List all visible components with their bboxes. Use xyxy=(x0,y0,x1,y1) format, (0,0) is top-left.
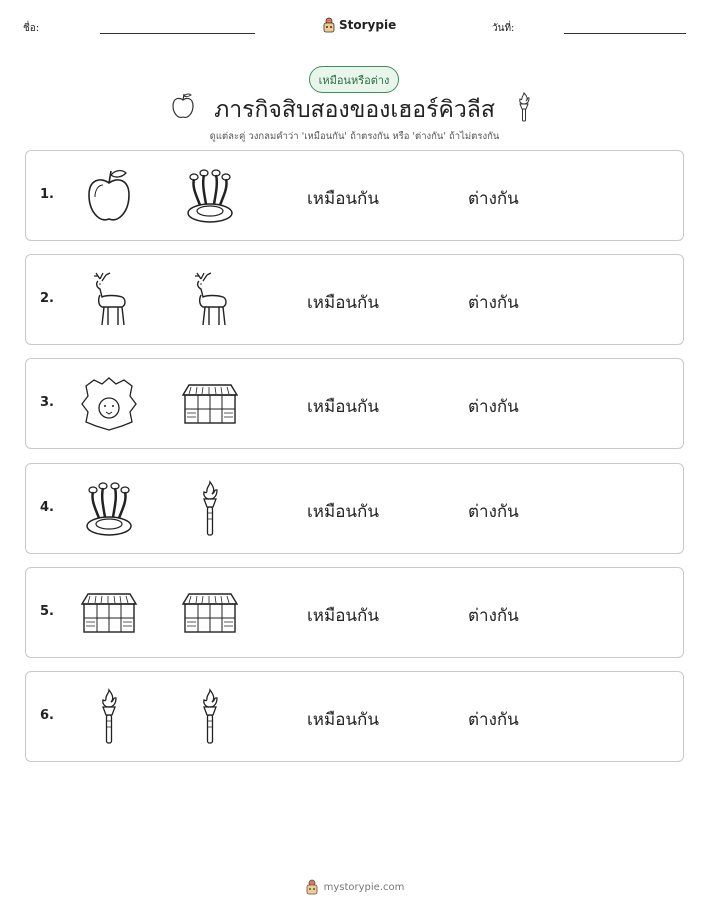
question-row-6 xyxy=(25,671,684,762)
same-option[interactable]: เหมือนกัน xyxy=(307,502,379,522)
stable-icon xyxy=(78,582,140,644)
worksheet-type-badge: เหมือนหรือต่าง xyxy=(309,66,399,93)
question-number: 6. xyxy=(40,708,54,723)
footer xyxy=(0,879,709,895)
question-row-1 xyxy=(25,150,684,241)
torch-icon xyxy=(515,91,533,123)
question-row-2 xyxy=(25,254,684,345)
different-option[interactable]: ต่างกัน xyxy=(468,502,519,522)
question-row-4 xyxy=(25,463,684,554)
storypie-logo xyxy=(322,14,396,36)
apple-icon xyxy=(78,165,140,227)
page-title: ภารกิจสิบสองของเฮอร์คิวลีส xyxy=(214,97,495,123)
storypie-mascot-icon xyxy=(322,17,336,33)
question-number: 5. xyxy=(40,604,54,619)
same-option[interactable]: เหมือนกัน xyxy=(307,293,379,313)
question-number: 1. xyxy=(40,187,54,202)
different-option[interactable]: ต่างกัน xyxy=(468,293,519,313)
same-option[interactable]: เหมือนกัน xyxy=(307,710,379,730)
storypie-mascot-icon xyxy=(305,879,319,895)
date-line[interactable] xyxy=(564,33,686,34)
stable-icon xyxy=(179,373,241,435)
torch-icon xyxy=(179,478,241,540)
brand-name: Storypie xyxy=(339,18,397,32)
different-option[interactable]: ต่างกัน xyxy=(468,606,519,626)
hydra-icon xyxy=(78,478,140,540)
deer-icon xyxy=(78,269,140,331)
question-row-3 xyxy=(25,358,684,449)
date-label: วันที่: xyxy=(492,23,515,34)
different-option[interactable]: ต่างกัน xyxy=(468,710,519,730)
different-option[interactable]: ต่างกัน xyxy=(468,397,519,417)
name-line[interactable] xyxy=(100,33,255,34)
question-number: 4. xyxy=(40,500,54,515)
same-option[interactable]: เหมือนกัน xyxy=(307,606,379,626)
question-row-5 xyxy=(25,567,684,658)
deer-icon xyxy=(179,269,241,331)
question-number: 2. xyxy=(40,291,54,306)
torch-icon xyxy=(179,686,241,748)
instructions: ดูแต่ละคู่ วงกลมคำว่า 'เหมือนกัน' ถ้าตรงกัน หรือ 'ต่างกัน' ถ้าไม่ตรงกัน xyxy=(209,131,500,142)
worksheet-header xyxy=(0,14,709,44)
same-option[interactable]: เหมือนกัน xyxy=(307,189,379,209)
question-number: 3. xyxy=(40,395,54,410)
name-label: ชื่อ: xyxy=(23,23,40,34)
stable-icon xyxy=(179,582,241,644)
lion-pelt-icon xyxy=(78,373,140,435)
torch-icon xyxy=(78,686,140,748)
hydra-icon xyxy=(179,165,241,227)
different-option[interactable]: ต่างกัน xyxy=(468,189,519,209)
footer-url[interactable]: mystorypie.com xyxy=(323,881,405,893)
same-option[interactable]: เหมือนกัน xyxy=(307,397,379,417)
